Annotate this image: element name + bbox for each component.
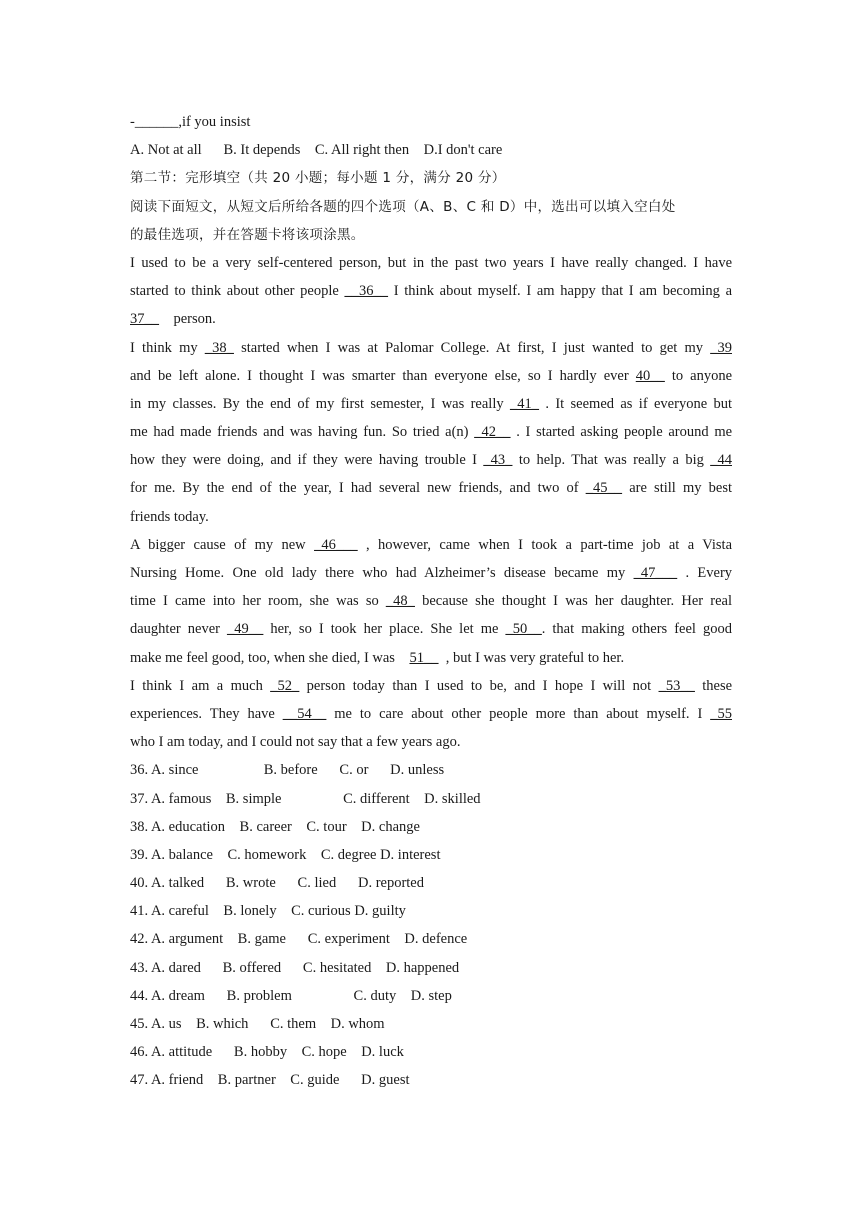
- passage-line: and be left alone. I thought I was smarter than everyone else, so I hardly ever 40__ to anyone: [130, 367, 732, 384]
- question-45: 45. A. us B. which C. them D. whom: [130, 1016, 385, 1032]
- blank-47: _47___: [633, 565, 678, 581]
- blank-37: 37__: [130, 311, 159, 328]
- blank-46: _46___: [314, 536, 358, 553]
- passage-line: for me. By the end of the year, I had several new friends, and two of _45__ are still my best: [130, 480, 732, 497]
- section-instruction: 阅读下面短文，从短文后所给各题的四个选项（A、B、C 和 D）中，选出可以填入空白处: [130, 198, 676, 215]
- section-instruction-cont: 的最佳选项，并在答题卡将该项涂黑。: [130, 226, 365, 243]
- passage-line: experiences. They have __54__ me to care about other people more than about myself. I _55: [130, 705, 732, 722]
- blank-53: _53__: [658, 677, 695, 694]
- passage-line: how they were doing, and if they were having trouble I _43_ to help. That was really a big _44: [130, 452, 732, 469]
- passage-line: 37__ person.: [130, 311, 216, 328]
- blank-49: _49__: [227, 621, 264, 638]
- prev-question-stem: -______,if you insist: [130, 114, 251, 130]
- blank-54: __54__: [282, 705, 327, 722]
- passage-line: who I am today, and I could not say that a few years ago.: [130, 734, 461, 751]
- blank-38: _38_: [204, 339, 234, 356]
- blank-51: 51__: [409, 649, 439, 666]
- question-46: 46. A. attitude B. hobby C. hope D. luck: [130, 1044, 404, 1061]
- question-36: 36. A. since B. before C. or D. unless: [130, 762, 445, 779]
- passage-line: me had made friends and was having fun. So tried a(n) _42__ . I started asking people around me: [130, 424, 732, 441]
- passage-line: in my classes. By the end of my first semester, I was really _41_ . It seemed as if everyone but: [130, 395, 732, 412]
- question-37: 37. A. famous B. simple C. different D. skilled: [130, 790, 481, 807]
- blank-40: 40__: [635, 367, 665, 384]
- question-43: 43. A. dared B. offered C. hesitated D. happened: [130, 959, 460, 976]
- option: B. It depends: [223, 142, 301, 159]
- passage-line: daughter never _49__ her, so I took her place. She let me _50__. that making others feel good: [130, 621, 732, 638]
- question-41: 41. A. careful B. lonely C. curious D. guilty: [130, 903, 406, 920]
- option: C. All right then: [314, 142, 410, 159]
- question-47: 47. A. friend B. partner C. guide D. guest: [130, 1072, 410, 1089]
- blank-55: _55: [710, 705, 732, 722]
- blank-43: _43_: [483, 452, 513, 469]
- blank-39: _39: [710, 339, 732, 356]
- blank-45: _45__: [585, 480, 623, 497]
- passage-line: make me feel good, too, when she died, I was 51__ , but I was very grateful to her.: [130, 649, 625, 666]
- passage-line: I think my _38_ started when I was at Palomar College. At first, I just wanted to get my _39: [130, 339, 732, 356]
- passage-line: friends today.: [130, 508, 209, 525]
- passage-line: I think I am a much _52_ person today than I used to be, and I hope I will not _53__ these: [130, 677, 732, 694]
- option: A. Not at all: [130, 142, 202, 159]
- blank-44: _44: [710, 452, 732, 469]
- blank-48: _48_: [385, 593, 415, 610]
- document-page: [130, 108, 732, 1095]
- blank-50: _50__: [505, 621, 542, 638]
- option: D.I don't care: [423, 142, 503, 159]
- blank-52: _52_: [270, 677, 300, 694]
- question-44: 44. A. dream B. problem C. duty D. step: [130, 987, 452, 1004]
- passage-line: A bigger cause of my new _46___ , however, came when I took a part-time job at a Vista: [130, 536, 732, 553]
- question-42: 42. A. argument B. game C. experiment D. defence: [130, 931, 468, 948]
- question-40: 40. A. talked B. wrote C. lied D. reported: [130, 875, 424, 892]
- passage-line: time I came into her room, she was so _48_ because she thought I was her daughter. Her real: [130, 593, 732, 610]
- blank-36: __36__: [344, 283, 388, 300]
- question-39: 39. A. balance C. homework C. degree D. interest: [130, 846, 441, 863]
- prev-question-options: [130, 136, 732, 164]
- blank-41: _41_: [509, 395, 539, 412]
- blank-42: _42__: [474, 424, 511, 441]
- question-38: 38. A. education B. career C. tour D. change: [130, 818, 420, 835]
- passage-line: started to think about other people __36__ I think about myself. I am happy that I am becoming a: [130, 283, 732, 300]
- section-heading: 第二节：完形填空（共 20 小题；每小题 1 分，满分 20 分）: [130, 170, 506, 187]
- passage-line: I used to be a very self-centered person, but in the past two years I have really changed. I have: [130, 254, 732, 271]
- passage-line: Nursing Home. One old lady there who had Alzheimer’s disease became my _47___ . Every: [130, 565, 732, 581]
